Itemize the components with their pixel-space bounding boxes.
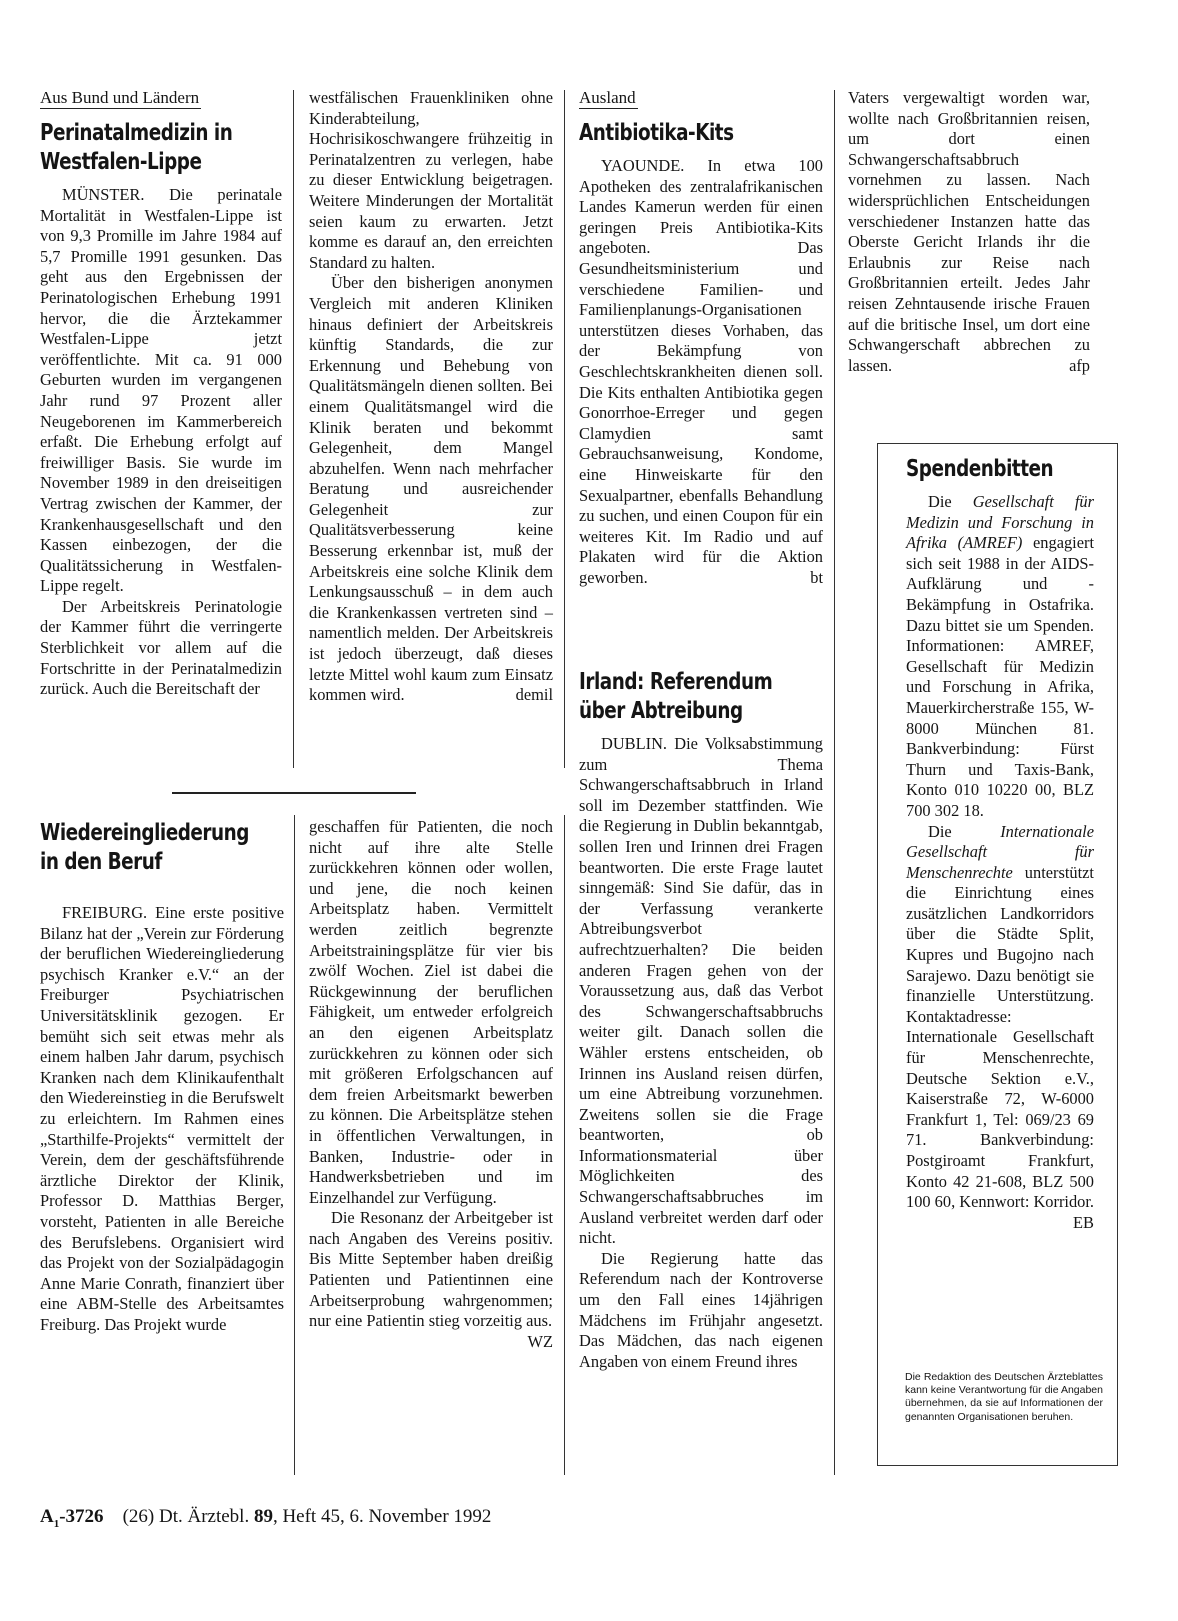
author-signature: WZ xyxy=(527,1331,553,1351)
column-divider xyxy=(564,90,565,768)
headline-perinatalmedizin: Perinatalmedizin in Westfalen-Lippe xyxy=(40,120,233,175)
paragraph: westfälischen Frauenkliniken ohne Kinderabteilung, Hochrisikoschwangere frühzeitig in Perinatalzentren zu verlegen, habe zu dieser Entwicklung beigetragen. Weitere Minderungen der Mortalität seien kaum zu erwarten. Jetzt komme es darauf an, den erreichten Standard zu halten. xyxy=(309,88,553,272)
article-perinatalmedizin-col2 xyxy=(309,88,553,706)
column-divider xyxy=(564,815,565,1475)
author-signature: demil xyxy=(515,685,553,705)
page-number: (26) xyxy=(122,1506,155,1527)
paragraph: MÜNSTER. Die perinatale Mortalität in Westfalen-Lippe ist von 9,3 Promille im Jahre 1984 auf 5,7 Promille 1991 gesunken. Das geht aus den Ergebnissen der Perinatologischen Erhebung 1991 hervor, die die Ärztekammer Westfalen-Lippe jetzt veröffentlichte. Mit ca. 91 000 Geburten wurden im vergangenen Jahr rund 97 Prozent aller Neugeborenen im Kammerbereich erfaßt. Die Erhebung erfolgt auf freiwilliger Basis. Sie wurde im November 1989 in den dreiseitigen Vertrag zwischen der Kammer, der Krankenhausgesellschaft und den Kassen einbezogen, der die Qualitätssicherung in Westfalen-Lippe regelt. xyxy=(40,185,282,596)
headline-wiedereingliederung: Wiedereingliederung in den Beruf xyxy=(40,820,249,875)
column-divider xyxy=(293,90,294,768)
author-signature: afp xyxy=(1069,355,1090,375)
author-signature: EB xyxy=(1073,1212,1094,1232)
article-irland-referendum xyxy=(579,664,823,1372)
paragraph: geschaffen für Patienten, die noch nicht auf ihre alte Stelle zurückkehren können oder wollen, und jene, die noch keinen Arbeitsplatz haben. Vermittelt werden zeitlich begrenzte Arbeitstrainingsplätze für vier bis zwölf Wochen. Ziel ist dabei die Rückgewinnung der beruflichen Fähigkeit, um entweder erfolgreich an den eigenen Arbeitsplatz zurückkehren zu können oder sich mit größeren Erfolgschancen auf dem freien Arbeitsmarkt bewerben zu können. Die Arbeitsplätze stehen in öffentlichen Verwaltungen, in Banken, Industrie- oder in Handwerksbetrieben und im Einzelhandel zur Verfügung. xyxy=(309,817,553,1207)
column-divider xyxy=(834,90,835,1475)
paragraph: Die Gesellschaft für Medizin und Forschung in Afrika (AMREF) engagiert sich seit 1988 in der AIDS-Aufklärung und -Bekämpfung in Ostafrika. Dazu bittet sie um Spenden. Informationen: AMREF, Gesellschaft für Medizin und Forschung in Afrika, Mauerkircherstraße 155, W-8000 München 81. Bankverbindung: Fürst Thurn und Taxis-Bank, Konto 010 10220 00, BLZ 700 302 18. xyxy=(906,492,1095,820)
paragraph: Der Arbeitskreis Perinatologie der Kammer führt die verringerte Sterblichkeit vor allem auf die Fortschritte in der Perinatalmedizin zurück. Auch die Bereitschaft der xyxy=(40,596,282,699)
paragraph: Über den bisherigen anonymen Vergleich mit anderen Kliniken hinaus definiert der Arbeitskreis künftig Standards, die zur Erkennung und Behebung von Qualitätsmängeln dienen sollten. Bei einem Qualitätsmangel wird die Klinik beraten und bekommt Gelegenheit, dem Mangel abzuhelfen. Wenn nach mehrfacher Beratung und ausreichender Gelegenheit zur Qualitätsverbesserung keine Besserung erkennbar ist, muß der Arbeitskreis eine solche Klinik dem Lenkungsausschuß – in dem auch die Krankenkassen vertreten sind – namentlich melden. Der Arbeitskreis ist jedoch überzeugt, daß dieses letzte Mittel wohl kaum zum Einsatz kommen wird. demil xyxy=(309,273,553,705)
paragraph: Die Internationale Gesellschaft für Menschenrechte unterstützt die Einrichtung eines zusätzlichen Landkorridors über die Städte Split, Kupres und Bugojno nach Sarajewo. Dazu benötigt sie finanzielle Unterstützung. Kontaktadresse: Internationale Gesellschaft für Menschenrechte, Deutsche Sektion e.V., Kaiserstraße 72, W-6000 Frankfurt 1, Tel: 069/23 69 71. Bankverbindung: Postgiroamt Frankfurt, Konto 42 21-608, BLZ 500 100 60, Kennwort: Korridor. EB xyxy=(906,821,1095,1232)
article-irland-continued xyxy=(848,88,1090,376)
page-code: $A_1-3726$ xyxy=(40,1506,104,1530)
paragraph: FREIBURG. Eine erste positive Bilanz hat der „Verein zur Förderung der beruflichen Wiedereingliederung psychisch Kranker e.V.“ an der Freiburger Psychiatrischen Universitätsklinik gezogen. Er bemüht sich seit etwas mehr als einem halben Jahr darum, psychisch Kranken nach dem Klinikaufenthalt den Wiedereinstieg in die Berufswelt zu erleichtern. Im Rahmen eines „Starthilfe-Projekts“ vermittelt der Verein, dem der geschäftsführende ärztliche Direktor der Klinik, Professor D. Matthias Berger, vorsteht, Patienten in alle Bereiche des Berufslebens. Organisiert wird das Projekt von der Sozialpädagogin Anne Marie Conrath, finanziert über eine ABM-Stelle des Arbeitsamtes Freiburg. Das Projekt wurde xyxy=(40,903,284,1334)
section-divider xyxy=(172,792,416,794)
paragraph: Vaters vergewaltigt worden war, wollte nach Großbritannien reisen, um dort einen Schwangerschaftsabbruch vornehmen zu lassen. Nach widersprüchlichen Entscheidungen verschiedener Instanzen hatte das Oberste Gericht Irlands ihr die Erlaubnis zur Reise nach Großbritannien erteilt. Jedes Jahr reisen Zehntausende irische Frauen auf die britische Insel, um dort eine Schwangerschaft abbrechen zu lassen. afp xyxy=(848,88,1090,375)
volume-number: 89 xyxy=(253,1506,273,1527)
journal-name: Dt. Ärztebl. xyxy=(158,1506,250,1527)
editorial-disclaimer: Die Redaktion des Deutschen Ärzteblattes kann keine Verantwortung für die Angaben übernehmen, da sie auf Informationen der genannten Organisationen beruhen. xyxy=(905,1371,1103,1423)
paragraph: Die Regierung hatte das Referendum nach der Kontroverse um den Fall eines 14jährigen Mädchens im Frühjahr angesetzt. Das Mädchen, das nach eigenen Angaben von einem Freund ihres xyxy=(579,1248,823,1371)
paragraph: Die Resonanz der Arbeitgeber ist nach Angaben des Vereins positiv. Bis Mitte September haben dreißig Patienten und Patientinnen eine Arbeitserprobung wahrgenommen; nur eine Patientin stieg vorzeitig aus. WZ xyxy=(309,1208,553,1351)
headline-spendenbitten: Spendenbitten xyxy=(906,456,1054,482)
article-perinatalmedizin-col1 xyxy=(40,88,282,700)
article-wiedereingliederung-col2 xyxy=(309,817,553,1352)
headline-irland-referendum: Irland: Referendum über Abtreibung xyxy=(579,669,773,724)
rubric-ausland: Ausland xyxy=(579,88,636,107)
rubric-bund-laender: Aus Bund und Ländern xyxy=(40,88,200,107)
author-signature: bt xyxy=(810,567,823,587)
issue-date: , Heft 45, 6. November 1992 xyxy=(272,1506,492,1527)
column-divider xyxy=(294,815,295,1475)
article-wiedereingliederung-col1 xyxy=(40,815,284,1335)
article-antibiotika-kits xyxy=(579,88,823,588)
paragraph: DUBLIN. Die Volksabstimmung zum Thema Schwangerschaftsabbruch in Irland soll im Dezember stattfinden. Wie die Regierung in Dublin bekanntgab, sollen Iren und Irinnen drei Fragen beantworten. Die erste Frage lautet sinngemäß: Sind Sie dafür, das in der Verfassung verankerte Abtreibungsverbot aufrechtzuerhalten? Die beiden anderen Fragen gehen von der Voraussetzung aus, daß das Verbot des Schwangerschaftsabbruchs weiter gilt. Danach sollen die Wähler erstens entscheiden, ob Irinnen ins Ausland reisen dürfen, um eine Abtreibung vorzunehmen. Zweitens sollen sie die Frage beantworten, ob Informationsmaterial über Möglichkeiten des Schwangerschaftsabbruches im Ausland verbreitet werden darf oder nicht. xyxy=(579,734,823,1248)
headline-antibiotika-kits: Antibiotika-Kits xyxy=(579,120,734,146)
page-footer xyxy=(40,1506,491,1535)
paragraph: YAOUNDE. In etwa 100 Apotheken des zentralafrikanischen Landes Kamerun werden für einen geringen Preis Antibiotika-Kits angeboten. Das Gesundheitsministerium und verschiedene Familien- und Familienplanungs-Organisationen unterstützen dieses Vorhaben, das der Bekämpfung von Geschlechtskrankheiten dienen soll. Die Kits enthalten Antibiotika gegen Gonorrhoe-Erreger und gegen Clamydien samt Gebrauchsanweisung, Kondome, eine Hinweiskarte für den Sexualpartner, ebenfalls Behandlung zu suchen, und einen Coupon für ein weiteres Kit. Im Radio und auf Plakaten wird für die Aktion geworben. bt xyxy=(579,156,823,587)
donation-box xyxy=(906,455,1094,1233)
